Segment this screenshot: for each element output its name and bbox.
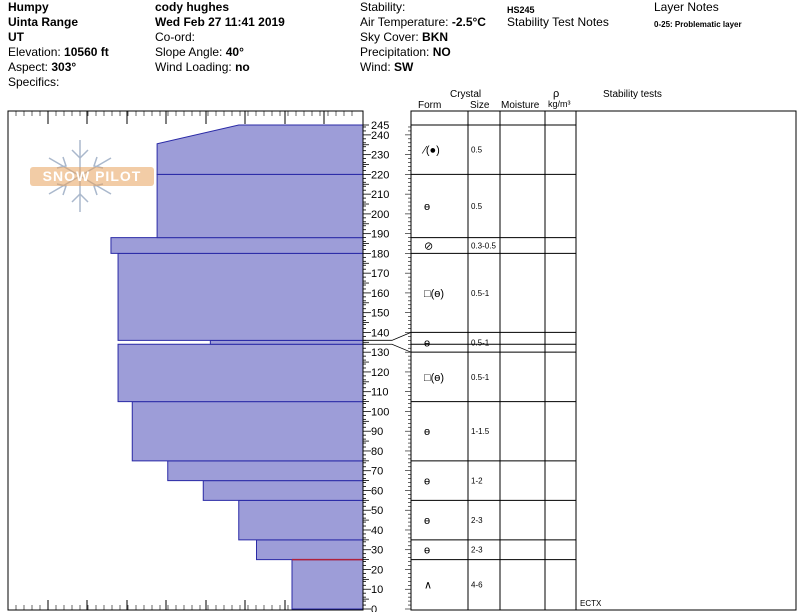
- grain-size: 2-3: [471, 545, 483, 555]
- hardness-bars: [111, 125, 363, 609]
- site-specifics: Specifics:: [8, 75, 60, 89]
- col-crystal: Crystal: [450, 89, 482, 100]
- grain-size: 0.3-0.5: [471, 241, 496, 251]
- hardness-bar: [157, 174, 363, 237]
- grain-form: ⊘: [424, 240, 434, 253]
- site-elevation: Elevation: 10560 ft: [8, 45, 109, 59]
- grain-size: 0.5-1: [471, 372, 490, 382]
- axis-tick-label: 140: [371, 327, 390, 340]
- grain-form: ɵ: [424, 200, 431, 213]
- axis-tick-label: 180: [371, 248, 390, 261]
- col-rho: ρ: [553, 88, 560, 100]
- coord: Co-ord:: [155, 30, 196, 44]
- precipitation: Precipitation: NO: [360, 45, 451, 59]
- grain-size: 0.5: [471, 201, 483, 211]
- grain-form: □(ɵ): [424, 371, 445, 384]
- col-density-unit: kg/m³: [548, 99, 571, 109]
- hardness-bar: [118, 253, 363, 340]
- slope-angle: Slope Angle: 40°: [155, 45, 244, 59]
- axis-tick-label: 130: [371, 347, 390, 360]
- grain-size: 4-6: [471, 580, 483, 590]
- grain-size: 1-1.5: [471, 427, 490, 437]
- axis-tick-label: 100: [371, 406, 390, 419]
- layer-note: 0-25: Problematic layer: [654, 20, 742, 29]
- hardness-bar: [257, 540, 364, 560]
- axis-tick-label: 200: [371, 208, 390, 221]
- stability-test-notes-title: Stability Test Notes: [507, 15, 609, 29]
- axis-tick-label: 30: [371, 544, 384, 557]
- stability-test-result: ECTX: [580, 599, 602, 608]
- grain-size: 0.5-1: [471, 288, 490, 298]
- grain-size: 2-3: [471, 516, 483, 526]
- axis-tick-label: 90: [371, 426, 384, 439]
- axis-tick-label: 60: [371, 485, 384, 498]
- grain-form: ɵ: [424, 426, 431, 439]
- hardness-bar: [132, 402, 363, 461]
- hardness-bar: [168, 461, 363, 481]
- axis-tick-label: 20: [371, 564, 384, 577]
- col-form: Form: [418, 100, 442, 111]
- grain-size: 1-2: [471, 476, 483, 486]
- col-stability-tests: Stability tests: [603, 89, 662, 100]
- grain-form: ɵ: [424, 337, 431, 350]
- axis-tick-label: 80: [371, 445, 384, 458]
- test-code: HS245: [507, 5, 535, 15]
- axis-tick-label: 190: [371, 228, 390, 241]
- hardness-bar: [292, 560, 363, 609]
- axis-tick-label: 220: [371, 169, 390, 182]
- grain-size: 0.5: [471, 145, 483, 155]
- axis-tick-label: 40: [371, 524, 384, 537]
- observation-datetime: Wed Feb 27 11:41 2019: [155, 15, 285, 29]
- axis-tick-label: 170: [371, 268, 390, 281]
- grain-form: □(ɵ): [424, 287, 445, 300]
- sky-cover: Sky Cover: BKN: [360, 30, 449, 44]
- wind: Wind: SW: [360, 60, 414, 74]
- site-aspect: Aspect: 303°: [8, 60, 77, 74]
- col-moisture: Moisture: [501, 100, 540, 111]
- axis-tick-label: 0: [371, 604, 378, 612]
- axis-tick-label: 110: [371, 386, 389, 399]
- stability: Stability:: [360, 0, 406, 14]
- hardness-bar: [111, 238, 363, 254]
- grain-size: 0.5-1: [471, 338, 490, 348]
- stability-tests: [580, 599, 602, 608]
- axis-tick-label: 120: [371, 366, 390, 379]
- axis-tick-label: 50: [371, 505, 384, 518]
- hardness-bar: [203, 481, 363, 501]
- air-temperature: Air Temperature: -2.5°C: [360, 15, 486, 29]
- grain-form: ∧: [424, 579, 433, 592]
- hardness-bar: [239, 500, 363, 540]
- hardness-bar: [118, 344, 363, 401]
- col-size: Size: [470, 100, 490, 111]
- layer-notes-title: Layer Notes: [654, 0, 719, 14]
- grain-form: ɵ: [424, 475, 431, 488]
- wind-loading: Wind Loading: no: [155, 60, 250, 74]
- site-state: UT: [8, 30, 24, 44]
- table-frame: [411, 111, 796, 610]
- site-name: Humpy: [8, 0, 49, 14]
- axis-tick-label: 210: [371, 189, 390, 202]
- snowpilot-logo: [30, 140, 154, 212]
- hardness-bar: [157, 125, 363, 174]
- axis-tick-label: 150: [371, 307, 390, 320]
- axis-tick-label: 245: [371, 120, 390, 132]
- logo-text: SNOW PILOT: [42, 168, 142, 184]
- site-range: Uinta Range: [8, 15, 79, 29]
- hardness-bar: [210, 340, 363, 344]
- grain-form: ɵ: [424, 544, 431, 557]
- grain-form: ⁄(●): [424, 144, 440, 157]
- axis-tick-label: 70: [371, 465, 384, 478]
- axis-tick-label: 240: [371, 129, 390, 142]
- grain-form: ɵ: [424, 515, 431, 528]
- axis-tick-label: 230: [371, 149, 390, 162]
- depth-axis: [363, 111, 411, 612]
- axis-tick-label: 160: [371, 287, 390, 300]
- layer-table: [363, 111, 796, 610]
- observer-name: cody hughes: [155, 0, 230, 14]
- axis-tick-label: 10: [371, 584, 384, 597]
